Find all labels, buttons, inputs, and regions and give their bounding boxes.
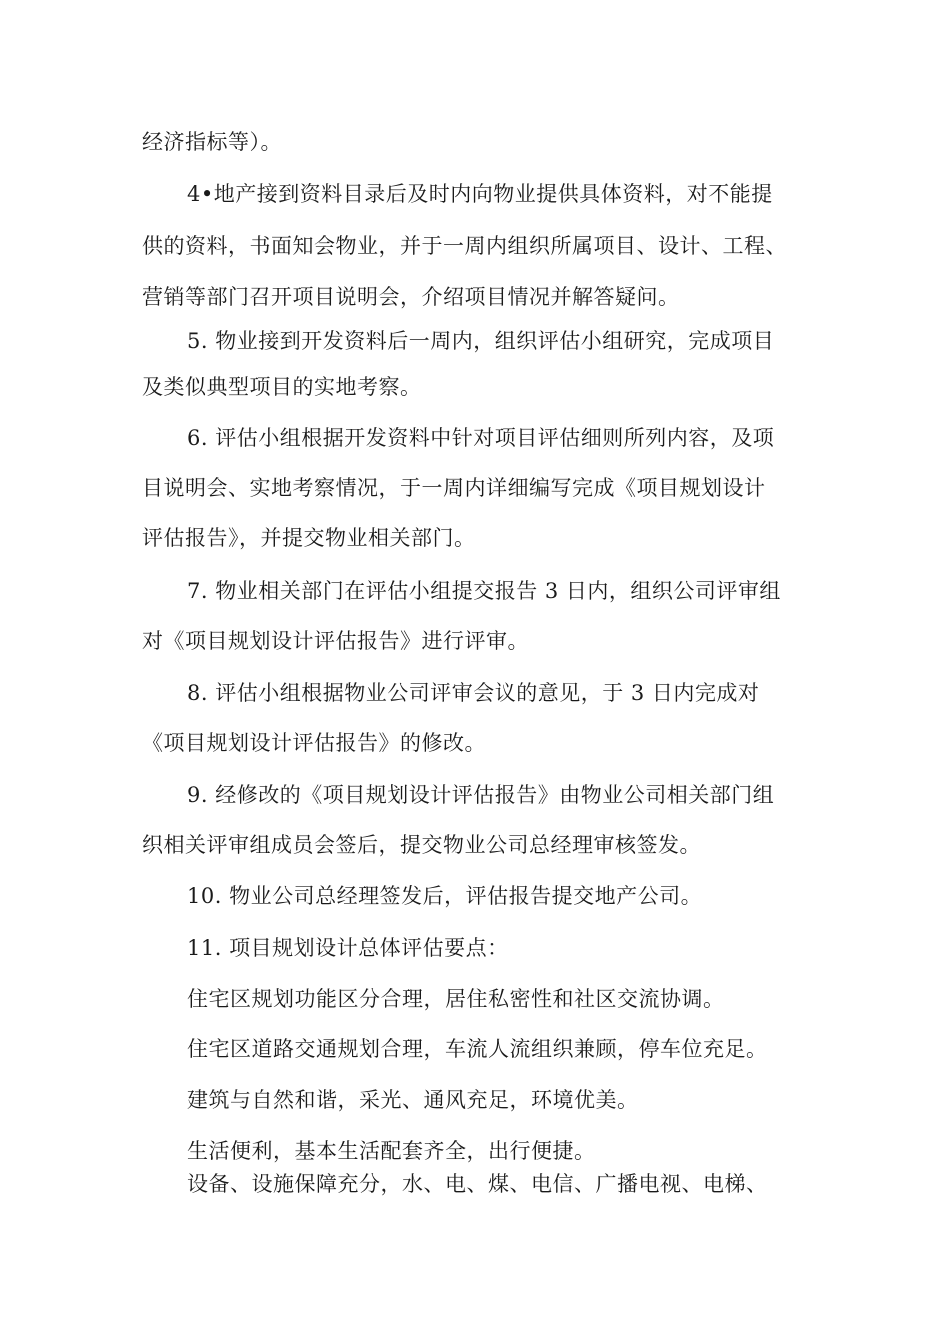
text-line: 评估报告》，并提交物业相关部门。 xyxy=(142,526,476,550)
text-line: 对《项目规划设计评估报告》进行评审。 xyxy=(142,629,529,653)
text-line: 10. 物业公司总经理签发后，评估报告提交地产公司。 xyxy=(187,884,703,908)
text-line: 目说明会、实地考察情况，于一周内详细编写完成《项目规划设计 xyxy=(142,476,766,500)
text-line: 供的资料，书面知会物业，并于一周内组织所属项目、设计、工程、 xyxy=(142,234,787,258)
text-line: 经济指标等）。 xyxy=(142,130,282,154)
text-line: 8. 评估小组根据物业公司评审会议的意见，于 3 日内完成对 xyxy=(187,681,760,705)
text-line: 11. 项目规划设计总体评估要点： xyxy=(187,936,509,960)
text-line: 6. 评估小组根据开发资料中针对项目评估细则所列内容，及项 xyxy=(187,426,775,450)
text-line: 生活便利，基本生活配套齐全，出行便捷。 xyxy=(187,1139,596,1163)
text-line: 住宅区规划功能区分合理，居住私密性和社区交流协调。 xyxy=(187,987,725,1011)
text-line: 5. 物业接到开发资料后一周内，组织评估小组研究，完成项目 xyxy=(187,329,775,353)
text-line: 设备、设施保障充分，水、电、煤、电信、广播电视、电梯、 xyxy=(187,1172,768,1196)
text-line: 住宅区道路交通规划合理，车流人流组织兼顾，停车位充足。 xyxy=(187,1037,768,1061)
text-line: 及类似典型项目的实地考察。 xyxy=(142,375,422,399)
text-line: 《项目规划设计评估报告》的修改。 xyxy=(142,731,486,755)
text-line: 营销等部门召开项目说明会，介绍项目情况并解答疑问。 xyxy=(142,285,680,309)
text-line: 织相关评审组成员会签后，提交物业公司总经理审核签发。 xyxy=(142,833,701,857)
text-line: 4•地产接到资料目录后及时内向物业提供具体资料，对不能提 xyxy=(187,182,773,206)
text-line: 9. 经修改的《项目规划设计评估报告》由物业公司相关部门组 xyxy=(187,783,775,807)
text-line: 建筑与自然和谐，采光、通风充足，环境优美。 xyxy=(187,1088,639,1112)
text-line: 7. 物业相关部门在评估小组提交报告 3 日内，组织公司评审组 xyxy=(187,579,781,603)
